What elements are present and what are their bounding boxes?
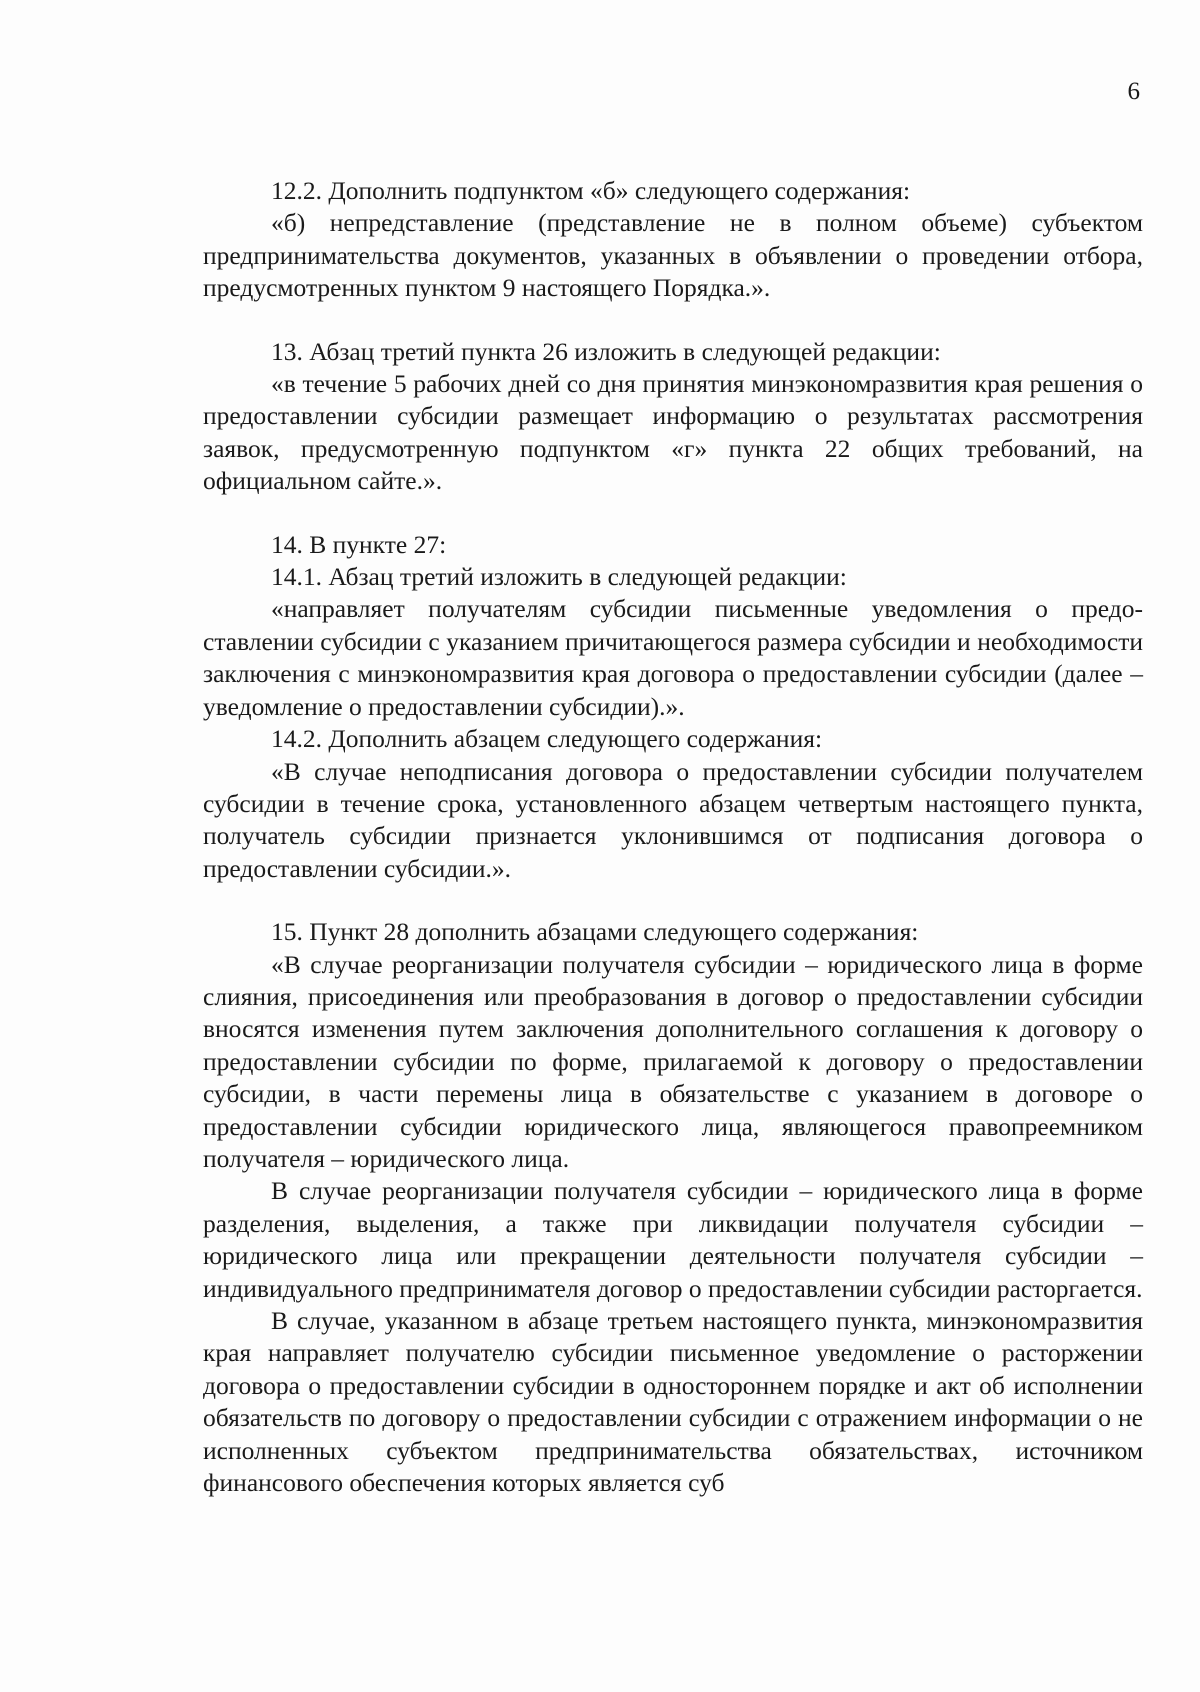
paragraph-14-1: 14.1. Абзац третий изложить в следующей редакции:	[271, 562, 847, 592]
paragraph-15-text-2: В случае реорганизации получателя субсидии – юридического лица в форме разделения, выделения, а также при ликвидации получателя субсидии – юридического лица или прекращении деятельности получателя субсидии – индивидуального предпринимателя договор о предоставлении субсидии расторгается.	[203, 1176, 1143, 1303]
paragraph-15-text-1: «В случае реорганизации получателя субсидии – юридического лица в форме слияния, присоединения или преобразования в договор о предоставлении субсидии вносятся изменения путем заключения дополнительного соглашения к договору о предоставлении субсидии по форме, прилагаемой к договору о предоставлении субсидии, в части перемены лица в обязательстве с указанием в договоре о предоставлении субсидии юридического лица, являющегося правопреемником получателя – юридического лица.	[203, 949, 1143, 1173]
paragraph-13: 13. Абзац третий пункта 26 изложить в следующей редакции:	[271, 336, 941, 366]
paragraph-12-2-text: «б) непредставление (представление не в полном объеме) субъектом предпринимательства документов, указанных в объявлении о проведении отбора, предусмотренных пунктом 9 настоящего Порядка.».	[203, 208, 1143, 303]
paragraph-15-text-3: В случае, указанном в абзаце третьем настоящего пункта, минэкономразвития края направляет получателю субсидии письменное уведомление о расторжении договора о предоставлении субсидии в одностороннем порядке и акт об исполнении обязательств по договору о предоставлении субсидии с отражением информации о не исполненных субъектом предпринимательства обязательствах, источником финансового обеспечения которых является суб	[203, 1306, 1143, 1498]
paragraph-15: 15. Пункт 28 дополнить абзацами следующего содержания:	[271, 917, 919, 947]
paragraph-14-1-text: «направляет получателям субсидии письменные уведомления о предоставлении субсидии с указанием причитающегося размера субсидии и необходимости заключения с минэкономразвития края договора о предоставлении субсидии (далее – уведомление о предоставлении субсидии).».	[203, 594, 1143, 721]
paragraph-13-text: «в течение 5 рабочих дней со дня принятия минэкономразвития края решения о предоставлении субсидии размещает информацию о результатах рассмотрения заявок, предусмотренную подпунктом «г» пункта 22 общих требований, на официальном сайте.».	[203, 369, 1143, 496]
paragraph-14: 14. В пункте 27:	[271, 529, 447, 559]
document-body	[203, 175, 1143, 1499]
paragraph-12-2: 12.2. Дополнить подпунктом «б» следующего содержания:	[271, 176, 911, 205]
page-number: 6	[1127, 78, 1140, 105]
paragraph-14-2: 14.2. Дополнить абзацем следующего содержания:	[271, 724, 823, 754]
paragraph-14-2-text: «В случае неподписания договора о предоставлении субсидии получателем субсидии в течение срока, установленного абзацем четвертым настоящего пункта, получатель субсидии признается уклонившимся от подписания договора о предоставлении субсидии.».	[203, 756, 1143, 883]
